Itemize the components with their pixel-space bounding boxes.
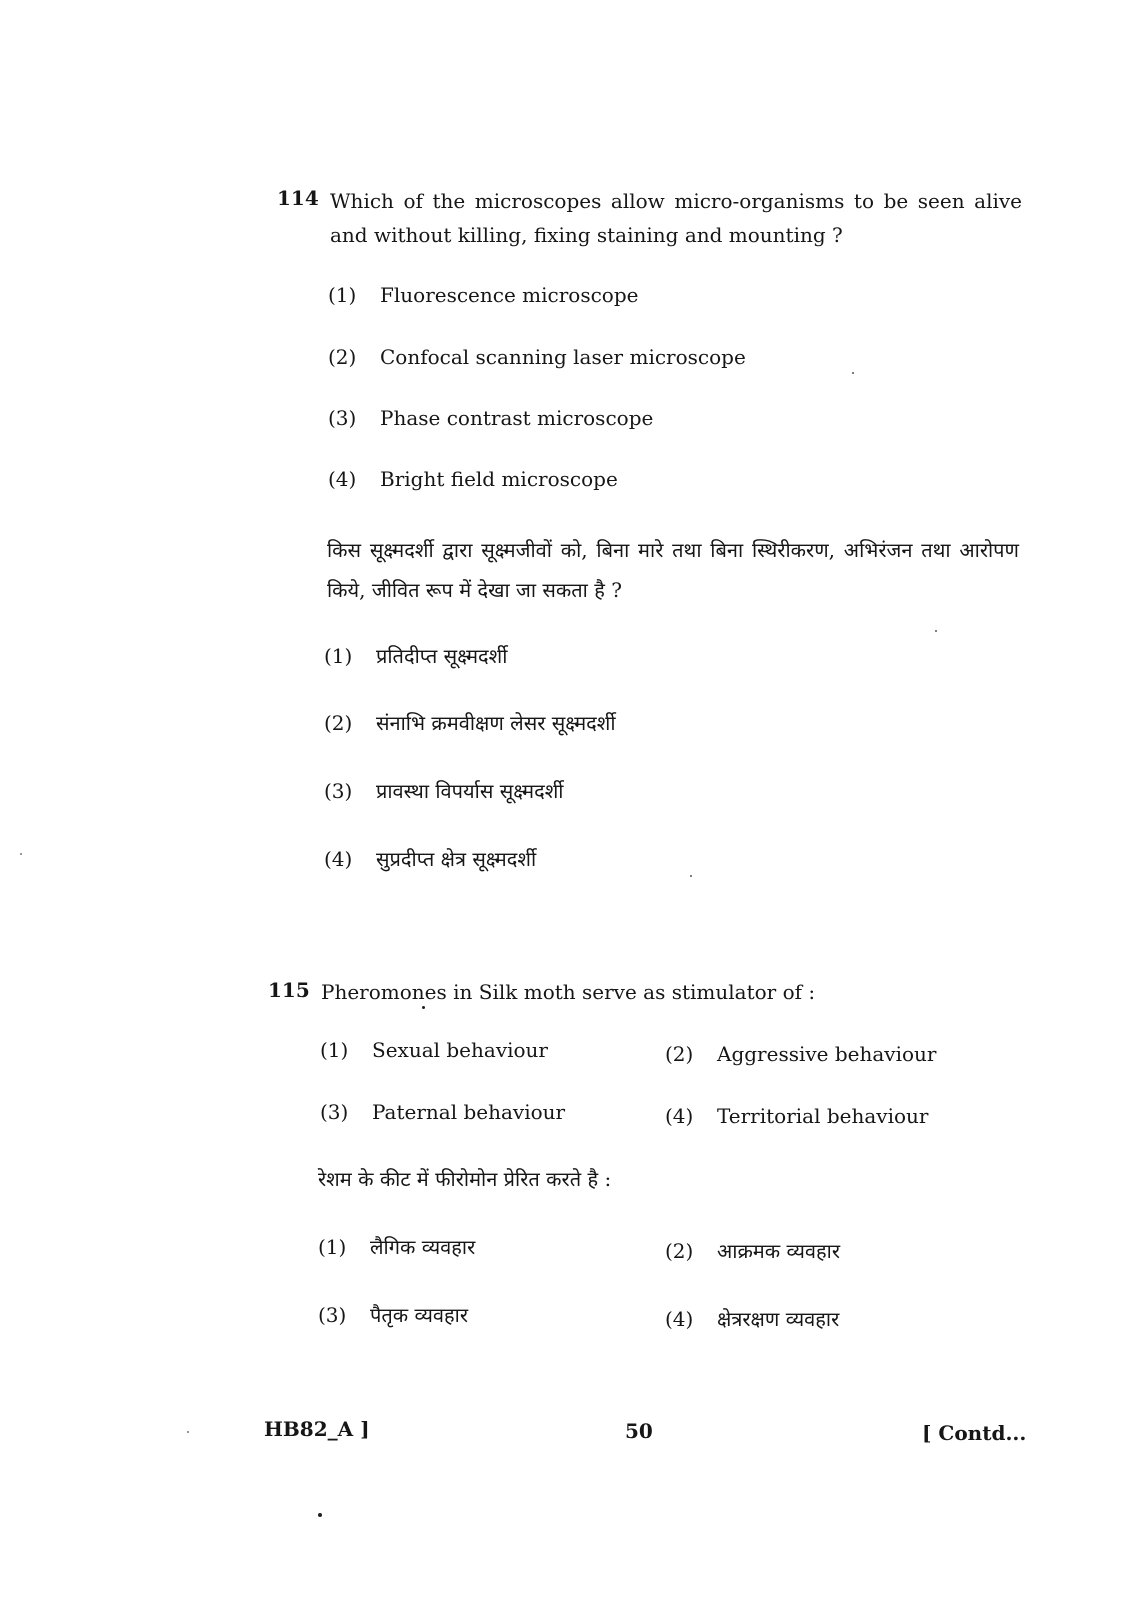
option-number: (1) [320,1038,349,1062]
scan-speck [422,1006,425,1009]
scan-speck [935,630,937,632]
q114-option-2-en [328,345,746,369]
option-number: (3) [318,1303,347,1327]
q114-option-3-hi [324,777,563,804]
question-number-114: 114 [277,186,319,210]
option-text: प्रतिदीप्त सूक्ष्मदर्शी [376,644,508,668]
scan-speck [852,372,854,374]
option-text: Fluorescence microscope [380,283,639,307]
option-number: (4) [665,1104,694,1128]
option-text: संनाभि क्रमवीक्षण लेसर सूक्ष्मदर्शी [376,711,616,735]
q115-option-3-en [320,1100,565,1124]
question-number-115: 115 [268,978,310,1002]
option-text: Paternal behaviour [372,1100,566,1124]
option-text: Territorial behaviour [717,1104,929,1128]
option-number: (2) [665,1042,694,1066]
option-text: Confocal scanning laser microscope [380,345,746,369]
scan-speck [20,853,22,855]
q114-option-4-en [328,467,618,491]
option-text: प्रावस्था विपर्यास सूक्ष्मदर्शी [376,779,564,803]
option-number: (3) [328,406,357,430]
question-114-text-hi: किस सूक्ष्मदर्शी द्वारा सूक्ष्मजीवों को, बिना मारे तथा बिना स्थिरीकरण, अभिरंजन तथा आरोपण किये, जीवित रूप में देखा जा सकता है ? [327,538,1019,602]
page-number: 50 [625,1419,653,1443]
q115-option-1-hi [318,1233,475,1260]
scan-speck [318,1513,322,1517]
option-number: (4) [324,847,353,871]
option-number: (1) [324,644,353,668]
option-text: सुप्रदीप्त क्षेत्र सूक्ष्मदर्शी [376,847,537,871]
option-number: (3) [324,779,353,803]
option-number: (2) [328,345,357,369]
q115-option-2-en [665,1042,936,1066]
q114-option-2-hi [324,709,616,736]
continued-label: [ Contd... [922,1421,1027,1445]
q115-option-3-hi [318,1301,468,1328]
q114-option-1-hi [324,642,507,669]
option-text: आक्रमक व्यवहार [717,1239,841,1263]
option-text: पैतृक व्यवहार [370,1303,469,1327]
option-text: क्षेत्ररक्षण व्यवहार [717,1307,840,1331]
option-number: (2) [665,1239,694,1263]
option-number: (3) [320,1100,349,1124]
option-number: (1) [318,1235,347,1259]
scan-speck [187,1431,189,1433]
option-number: (2) [324,711,353,735]
question-114-text-en: Which of the microscopes allow micro-organisms to be seen alive and without killing, fixing staining and mounting ? [330,189,1022,247]
q114-option-4-hi [324,845,536,872]
question-115-text-en: Pheromones in Silk moth serve as stimulator of : [321,980,816,1004]
paper-code: HB82_A ] [264,1417,370,1441]
q115-option-1-en [320,1038,548,1062]
q115-option-4-hi [665,1305,839,1332]
q114-option-3-en [328,406,653,430]
option-text: Sexual behaviour [372,1038,548,1062]
option-number: (1) [328,283,357,307]
option-text: लैगिक व्यवहार [370,1235,476,1259]
option-text: Phase contrast microscope [380,406,654,430]
scan-speck [690,875,692,877]
q115-option-2-hi [665,1237,840,1264]
question-115-text-hi: रेशम के कीट में फीरोमोन प्रेरित करते है : [318,1167,612,1191]
option-number: (4) [328,467,357,491]
option-text: Bright field microscope [380,467,618,491]
q114-option-1-en [328,283,638,307]
q115-option-4-en [665,1104,928,1128]
option-number: (4) [665,1307,694,1331]
option-text: Aggressive behaviour [717,1042,937,1066]
